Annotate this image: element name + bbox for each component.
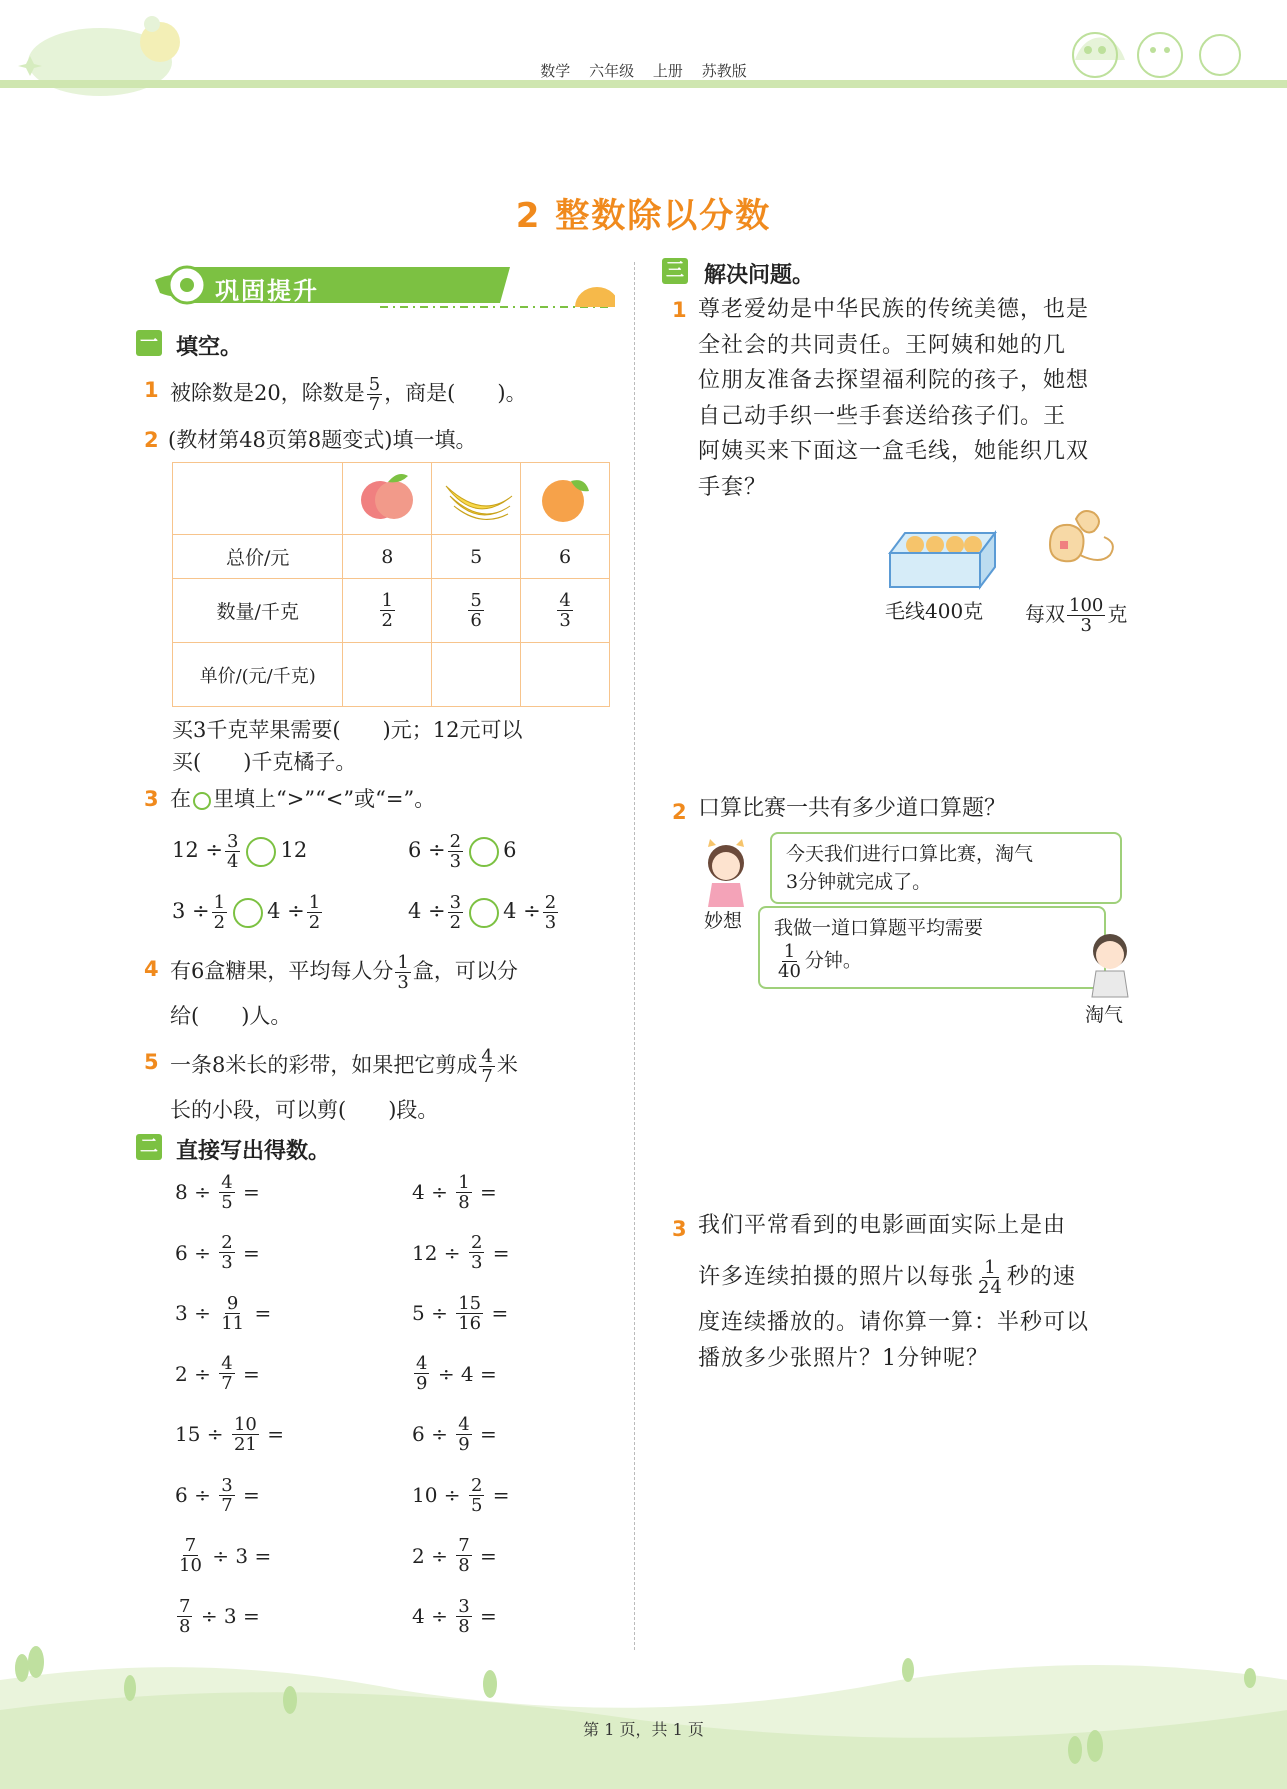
price-table bbox=[172, 462, 610, 707]
fraction: $\frac{1}{2}$ bbox=[381, 590, 393, 631]
fraction: $\frac{1}{8}$ bbox=[458, 1171, 470, 1213]
fraction: $\frac{9}{11}$ bbox=[221, 1292, 245, 1334]
fraction: $\frac{5}{7}$ bbox=[368, 374, 381, 415]
calc-item: 12 ÷ $\frac{2}{3}$ = bbox=[412, 1232, 510, 1274]
question-3-text: 在 里填上“>”“<”或“=”。 bbox=[170, 787, 436, 811]
fraction: $\frac{100}{3}$ bbox=[1069, 595, 1104, 636]
fraction: $\frac{4}{9}$ bbox=[416, 1353, 428, 1395]
fraction: $\frac{2}{3}$ bbox=[470, 1232, 483, 1274]
question-4-text: 有6盒糖果，平均每人分 $\frac{1}{3}$ 盒，可以分 bbox=[170, 952, 518, 993]
answer-cell[interactable] bbox=[521, 643, 610, 707]
fraction: $\frac{4}{7}$ bbox=[221, 1353, 233, 1395]
compare-circle[interactable] bbox=[246, 837, 276, 867]
fraction: $\frac{2}{5}$ bbox=[470, 1474, 483, 1516]
page-footer: 第 1 页，共 1 页 bbox=[583, 1720, 704, 1739]
compare-circle[interactable] bbox=[233, 898, 263, 928]
answer-cell[interactable] bbox=[343, 643, 432, 707]
problem-3-line-1: 我们平常看到的电影画面实际上是由 bbox=[698, 1213, 1067, 1238]
calc-item: 4 ÷ $\frac{1}{8}$ = bbox=[412, 1171, 497, 1213]
cell: 6 bbox=[521, 535, 610, 579]
banner-title: 巩固提升 bbox=[215, 277, 319, 305]
calc-item: $\frac{7}{8}$ ÷ 3 = bbox=[179, 1595, 260, 1637]
fraction: $\frac{1}{2}$ bbox=[213, 892, 226, 933]
calc-item: 3 ÷ $\frac{9}{11}$ = bbox=[175, 1292, 272, 1334]
apple-icon bbox=[356, 468, 418, 524]
column-divider bbox=[634, 262, 635, 1650]
answer-cell[interactable] bbox=[432, 643, 521, 707]
section-title-compute: 直接写出得数。 bbox=[176, 1139, 331, 1164]
row-label: 数量/千克 bbox=[173, 579, 343, 643]
row-label: 单价/(元/千克) bbox=[173, 643, 343, 707]
section-title-fill: 填空。 bbox=[176, 335, 243, 360]
boy-avatar bbox=[1080, 925, 1140, 1000]
section-badge-1: 一 bbox=[136, 330, 162, 356]
fraction: $\frac{2}{3}$ bbox=[221, 1232, 233, 1274]
fraction: $\frac{3}{2}$ bbox=[449, 892, 462, 933]
problem-3-line-2: 许多连续拍摄的照片以每张 $\frac{1}{24}$ 秒的速 bbox=[698, 1257, 1076, 1298]
header-text: 数学 六年级 上册 苏教版 bbox=[540, 62, 747, 80]
section-badge-2: 二 bbox=[136, 1134, 162, 1160]
calc-item: 2 ÷ $\frac{4}{7}$ = bbox=[175, 1353, 260, 1395]
problem-3-line-3: 度连续播放的。请你算一算：半秒可以 bbox=[698, 1310, 1090, 1335]
row-label: 总价/元 bbox=[173, 535, 343, 579]
header-rule bbox=[0, 80, 1287, 88]
girl-name: 妙想 bbox=[704, 910, 743, 932]
compare-item: 3 ÷ $\frac{1}{2}$ 4 ÷ $\frac{1}{2}$ bbox=[172, 892, 321, 933]
section-badge-3: 三 bbox=[662, 258, 688, 284]
boy-name: 淘气 bbox=[1085, 1004, 1124, 1026]
yarn-box-icon bbox=[885, 525, 1000, 590]
fraction: $\frac{15}{16}$ bbox=[458, 1292, 482, 1334]
problem-1-text: 尊老爱幼是中华民族的传统美德，也是 全社会的共同责任。王阿姨和她的几 位朋友准备去探望福利院的孩子，她想 自己动手织一些手套送给孩子们。王 阿姨买来下面这一盒毛线，她能织几双 手套？ bbox=[698, 297, 1090, 500]
calc-item: 4 ÷ $\frac{3}{8}$ = bbox=[412, 1595, 497, 1637]
problem-2-text: 口算比赛一共有多少道口算题？ bbox=[698, 796, 1007, 821]
question-2-followup-2: 买( )千克橘子。 bbox=[172, 750, 357, 774]
cell: 8 bbox=[343, 535, 432, 579]
fraction: $\frac{3}{7}$ bbox=[221, 1474, 233, 1516]
compare-item: 4 ÷ $\frac{3}{2}$ 4 ÷ $\frac{2}{3}$ bbox=[408, 892, 557, 933]
yarn-label: 毛线400克 bbox=[885, 599, 984, 623]
question-2-followup-1: 买3千克苹果需要( )元；12元可以 bbox=[172, 718, 523, 742]
speech-bubble-girl: 今天我们进行口算比赛，淘气 3分钟就完成了。 bbox=[770, 832, 1122, 904]
calc-item: $\frac{4}{9}$ ÷ 4 = bbox=[416, 1353, 497, 1395]
calc-item: 6 ÷ $\frac{2}{3}$ = bbox=[175, 1232, 260, 1274]
orange-icon bbox=[533, 467, 597, 525]
question-1-text: 被除数是20，除数是 $\frac{5}{7}$ ，商是( )。 bbox=[170, 374, 527, 415]
banana-icon bbox=[438, 466, 514, 526]
question-number: 3 bbox=[672, 1217, 687, 1241]
question-number: 1 bbox=[144, 378, 159, 402]
banana-cell bbox=[432, 463, 521, 535]
fraction: $\frac{2}{3}$ bbox=[449, 831, 462, 872]
fraction: $\frac{7}{10}$ bbox=[179, 1535, 202, 1577]
fraction: $\frac{7}{8}$ bbox=[179, 1595, 191, 1637]
calc-item: 5 ÷ $\frac{15}{16}$ = bbox=[412, 1292, 509, 1334]
question-5-text-2: 长的小段，可以剪( )段。 bbox=[170, 1098, 439, 1122]
fraction: $\frac{5}{6}$ bbox=[470, 590, 482, 631]
question-2-text: (教材第48页第8题变式)填一填。 bbox=[168, 428, 477, 452]
cell: 5 bbox=[432, 535, 521, 579]
calc-item: 2 ÷ $\frac{7}{8}$ = bbox=[412, 1535, 497, 1577]
section-title-solve: 解决问题。 bbox=[704, 263, 815, 288]
calc-item: 6 ÷ $\frac{4}{9}$ = bbox=[412, 1413, 497, 1455]
fraction: $\frac{4}{9}$ bbox=[458, 1413, 470, 1455]
calc-item: $\frac{7}{10}$ ÷ 3 = bbox=[179, 1535, 272, 1577]
compare-item: 6 ÷ $\frac{2}{3}$ 6 bbox=[408, 831, 517, 872]
glove-label: 每双 $\frac{100}{3}$ 克 bbox=[1025, 595, 1128, 636]
speech-bubble-boy: 我做一道口算题平均需要 $\frac{1}{40}$ 分钟。 bbox=[758, 906, 1106, 989]
gloves-icon bbox=[1040, 505, 1120, 585]
question-number: 5 bbox=[144, 1050, 159, 1074]
apple-cell bbox=[343, 463, 432, 535]
question-number: 1 bbox=[672, 298, 687, 322]
fraction: $\frac{7}{8}$ bbox=[458, 1535, 470, 1577]
compare-circle[interactable] bbox=[469, 898, 499, 928]
fraction: $\frac{2}{3}$ bbox=[544, 892, 557, 933]
compare-item: 12 ÷ $\frac{3}{4}$ 12 bbox=[172, 831, 308, 872]
calc-item: 10 ÷ $\frac{2}{5}$ = bbox=[412, 1474, 510, 1516]
question-number: 2 bbox=[672, 800, 687, 824]
problem-3-line-4: 播放多少张照片？1分钟呢？ bbox=[698, 1346, 989, 1371]
fraction: $\frac{4}{3}$ bbox=[559, 590, 571, 631]
orange-cell bbox=[521, 463, 610, 535]
fraction: $\frac{10}{21}$ bbox=[233, 1413, 257, 1455]
fraction: $\frac{4}{5}$ bbox=[221, 1171, 233, 1213]
footer-landscape bbox=[0, 1640, 1287, 1789]
question-4-text-2: 给( )人。 bbox=[170, 1004, 292, 1028]
compare-circle[interactable] bbox=[469, 837, 499, 867]
question-number: 4 bbox=[144, 957, 159, 981]
fraction: $\frac{1}{2}$ bbox=[308, 892, 321, 933]
calc-item: 8 ÷ $\frac{4}{5}$ = bbox=[175, 1171, 260, 1213]
question-5-text: 一条8米长的彩带，如果把它剪成 $\frac{4}{7}$ 米 bbox=[170, 1046, 518, 1087]
question-number: 2 bbox=[144, 428, 159, 452]
fraction: $\frac{1}{24}$ bbox=[978, 1257, 1003, 1298]
girl-avatar bbox=[696, 835, 756, 910]
question-number: 3 bbox=[144, 787, 159, 811]
fraction: $\frac{4}{7}$ bbox=[481, 1046, 493, 1087]
fraction: $\frac{1}{40}$ bbox=[778, 941, 801, 982]
circle-icon bbox=[193, 792, 211, 810]
calc-item: 6 ÷ $\frac{3}{7}$ = bbox=[175, 1474, 260, 1516]
fraction: $\frac{3}{4}$ bbox=[227, 831, 239, 872]
fraction: $\frac{3}{8}$ bbox=[458, 1595, 470, 1637]
calc-item: 15 ÷ $\frac{10}{21}$ = bbox=[175, 1413, 284, 1455]
banner-decoration bbox=[135, 255, 615, 315]
page-title: 2 整数除以分数 bbox=[515, 196, 772, 236]
fraction: $\frac{1}{3}$ bbox=[397, 952, 409, 993]
